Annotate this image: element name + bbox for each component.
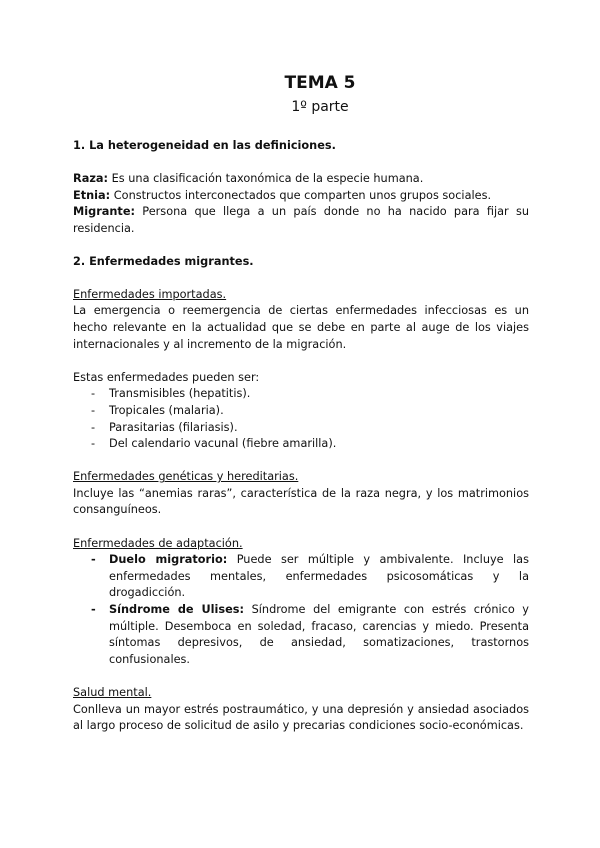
list-item-text: Transmisibles (hepatitis). <box>109 387 251 401</box>
subheading-salud-mental: Salud mental. <box>73 686 152 699</box>
list-item <box>73 436 529 453</box>
list-item-term: Síndrome de Ulises: <box>109 603 245 617</box>
list-item-text: Del calendario vacunal (fiebre amarilla). <box>109 437 337 451</box>
definition-term: Etnia: <box>73 188 111 202</box>
definition-raza <box>73 171 529 188</box>
dash-bullet: - <box>91 387 96 401</box>
disease-type-list <box>73 386 529 452</box>
section-2-heading: 2. Enfermedades migrantes. <box>73 254 254 268</box>
definition-text: Constructos interconectados que comparten unos grupos sociales. <box>110 188 492 202</box>
list-item <box>73 386 529 403</box>
subheading-importadas: Enfermedades importadas. <box>73 287 227 301</box>
spacer <box>73 270 529 287</box>
spacer <box>73 453 529 470</box>
definition-text: Es una clasificación taxonómica de la especie humana. <box>108 172 424 186</box>
subheading-geneticas: Enfermedades genéticas y hereditarias. <box>73 470 299 484</box>
list-item <box>73 403 529 420</box>
dash-bullet: - <box>91 420 96 434</box>
paragraph-salud-mental: Conlleva un mayor estrés postraumático, y una depresión y ansiedad asociados al largo proceso de solicitud de asilo y precarias condiciones socio-económicas. <box>73 702 529 733</box>
dash-bullet: - <box>91 553 96 567</box>
document-subtitle: 1º parte <box>291 99 349 115</box>
list-item-text: Tropicales (malaria). <box>109 403 224 417</box>
document-title: TEMA 5 <box>284 73 356 93</box>
definition-term: Migrante: <box>73 205 136 219</box>
list-item-duelo <box>73 552 529 602</box>
subheading-adaptacion: Enfermedades de adaptación. <box>73 536 243 550</box>
document-content <box>73 72 529 735</box>
dash-bullet: - <box>91 403 96 417</box>
list-item <box>73 420 529 437</box>
dash-bullet: - <box>91 603 96 617</box>
definition-etnia <box>73 188 529 205</box>
list-item-text: Parasitarias (filariasis). <box>109 420 238 434</box>
spacer <box>73 155 529 172</box>
section-1-heading: 1. La heterogeneidad en las definiciones. <box>73 139 336 152</box>
definition-migrante <box>73 204 529 237</box>
list-item-ulises <box>73 602 529 668</box>
dash-bullet: - <box>91 437 96 451</box>
definition-text: Persona que llega a un país donde no ha nacido para fijar su residencia. <box>73 205 529 235</box>
list-item-text: Puede ser múltiple y ambivalente. Incluye las enfermedades mentales, enfermedades psicosomáticas y la drogadicción. <box>109 553 529 600</box>
spacer <box>73 519 529 536</box>
spacer <box>73 668 529 685</box>
list-intro: Estas enfermedades pueden ser: <box>73 370 260 384</box>
definition-term: Raza: <box>73 172 109 186</box>
spacer <box>73 353 529 370</box>
paragraph-importadas: La emergencia o reemergencia de ciertas enfermedades infecciosas es un hecho relevante en la actualidad que se debe en parte al auge de los viajes internacionales y al incremento de la migración. <box>73 304 529 351</box>
paragraph-geneticas: Incluye las “anemias raras”, característica de la raza negra, y los matrimonios consanguíneos. <box>73 486 529 517</box>
list-item-text: Síndrome del emigrante con estrés crónico y múltiple. Desemboca en soledad, fracaso, carencias y miedo. Presenta síntomas depresivos, de ansiedad, somatizaciones, trastornos confusionales. <box>109 603 529 666</box>
adaptation-list <box>73 552 529 668</box>
list-item-term: Duelo migratorio: <box>109 553 228 567</box>
